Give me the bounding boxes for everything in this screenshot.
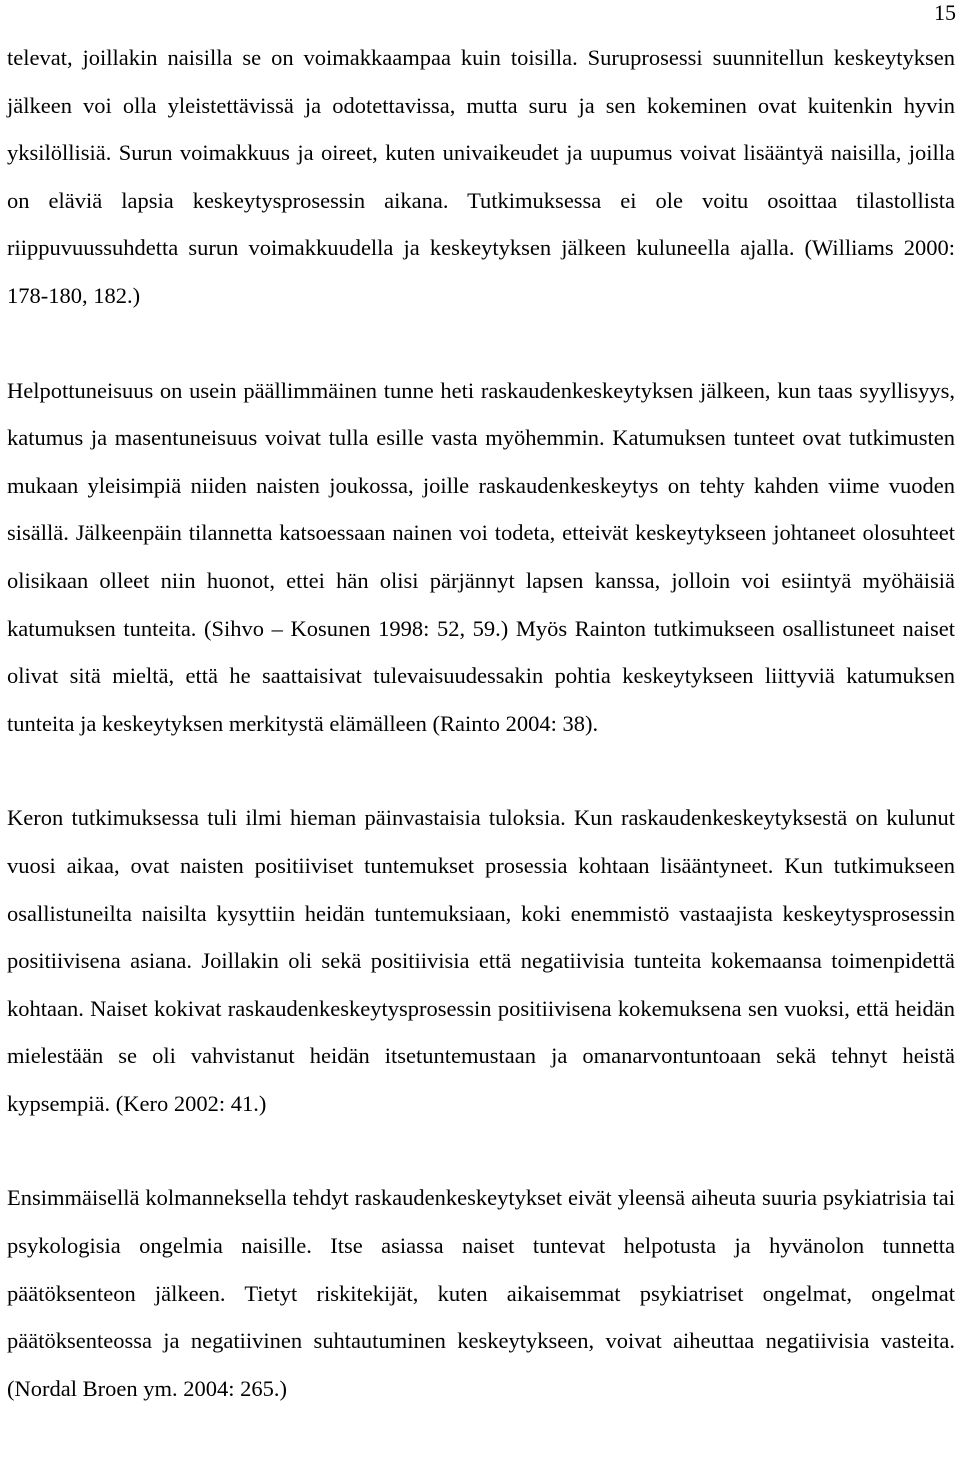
page-number: 15 [934, 0, 956, 25]
document-body [7, 34, 955, 1412]
paragraph-3: Keron tutkimuksessa tuli ilmi hieman päinvastaisia tuloksia. Kun raskaudenkeskeytyksestä on kulunut vuosi aikaa, ovat naisten positiiviset tuntemukset prosessia kohtaan lisääntyneet. Kun tutkimukseen osallistuneilta naisilta kysyttiin heidän tuntemuksiaan, koki enemmistö vastaajista keskeytysprosessin positiivisena asiana. Joillakin oli sekä positiivisia että negatiivisia tunteita kokemaansa toimenpidettä kohtaan. Naiset kokivat raskaudenkeskeytysprosessin positiivisena kokemuksena sen vuoksi, että heidän mielestään se oli vahvistanut heidän itsetuntemustaan ja omanarvontuntoaan sekä tehnyt heistä kypsempiä. (Kero 2002: 41.) [7, 805, 955, 1116]
paragraph-1: televat, joillakin naisilla se on voimakkaampaa kuin toisilla. Suruprosessi suunnitellun keskeytyksen jälkeen voi olla yleistettävissä ja odotettavissa, mutta suru ja sen kokeminen ovat kuitenkin hyvin yksilöllisiä. Surun voimakkuus ja oireet, kuten univaikeudet ja uupumus voivat lisääntyä naisilla, joilla on eläviä lapsia keskeytysprosessin aikana. Tutkimuksessa ei ole voitu osoittaa tilastollista riippuvuussuhdetta surun voimakkuudella ja keskeytyksen jälkeen kuluneella ajalla. (Williams 2000: 178-180, 182.) [7, 45, 955, 308]
paragraph-2: Helpottuneisuus on usein päällimmäinen tunne heti raskaudenkeskeytyksen jälkeen, kun taas syyllisyys, katumus ja masentuneisuus voivat tulla esille vasta myöhemmin. Katumuksen tunteet ovat tutkimusten mukaan yleisimpiä niiden naisten joukossa, joille raskaudenkeskeytys on tehty kahden viime vuoden sisällä. Jälkeenpäin tilannetta katsoessaan nainen voi todeta, etteivät keskeytykseen johtaneet olosuhteet olisikaan olleet niin huonot, ettei hän olisi pärjännyt lapsen kanssa, jolloin voi esiintyä myöhäisiä katumuksen tunteita. (Sihvo – Kosunen 1998: 52, 59.) Myös Rainton tutkimukseen osallistuneet naiset olivat sitä mieltä, että he saattaisivat tulevaisuudessakin pohtia keskeytykseen liittyviä katumuksen tunteita ja keskeytyksen merkitystä elämälleen (Rainto 2004: 38). [7, 377, 955, 736]
paragraph-4: Ensimmäisellä kolmanneksella tehdyt raskaudenkeskeytykset eivät yleensä aiheuta suuria psykiatrisia tai psykologisia ongelmia naisille. Itse asiassa naiset tuntevat helpotusta ja hyvänolon tunnetta päätöksenteon jälkeen. Tietyt riskitekijät, kuten aikaisemmat psykiatriset ongelmat, ongelmat päätöksenteossa ja negatiivinen suhtautuminen keskeytykseen, voivat aiheuttaa negatiivisia vasteita. (Nordal Broen ym. 2004: 265.) [7, 1185, 955, 1401]
